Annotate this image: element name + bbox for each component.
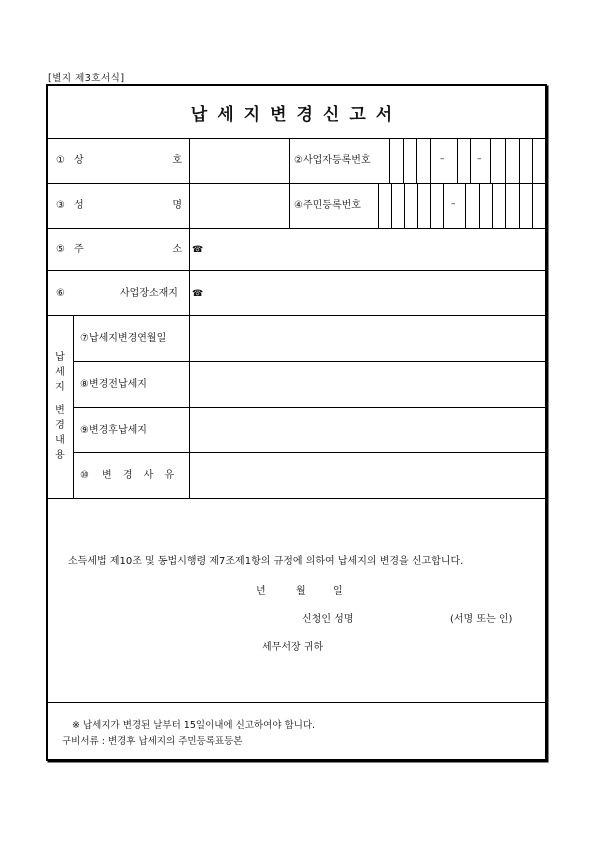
digit-box-line: [378, 183, 379, 228]
day-label: 일: [333, 586, 343, 597]
row-divider: [73, 407, 545, 408]
label-part: 주: [74, 244, 84, 255]
name-field[interactable]: [192, 184, 288, 227]
phone-icon: ☎: [192, 289, 204, 299]
phone-icon: ☎: [192, 245, 204, 255]
change-date-label: ⑦납세지변경연월일: [80, 333, 167, 344]
digit-box-line: [416, 138, 417, 183]
digit-box-line: [505, 138, 506, 183]
row-divider: [48, 498, 545, 499]
signature-label: (서명 또는 인): [450, 614, 513, 625]
declaration-text: 소득세법 제10조 및 동법시행령 제7조제1항의 규정에 의하여 납세지의 변경을 신고합니다.: [68, 556, 464, 567]
digit-box-line: [490, 138, 491, 183]
filing-note: ※ 납세지가 변경된 날부터 15일이내에 신고하여야 합니다.: [72, 720, 316, 731]
side-char: 납: [55, 352, 65, 363]
side-char: 변: [55, 405, 65, 416]
form-title: 납세지변경신고서: [190, 105, 403, 125]
col-divider: [73, 315, 74, 498]
row-divider: [48, 702, 545, 703]
biz-location-field[interactable]: [205, 272, 543, 314]
applicant-name-label: 신청인 성명: [302, 614, 354, 625]
address-label: [74, 244, 182, 256]
digit-box-line: [417, 183, 418, 228]
col-divider: [289, 138, 290, 228]
row-divider: [48, 183, 545, 184]
before-address-field[interactable]: [192, 363, 543, 406]
digit-dash: –: [477, 154, 482, 164]
digit-box-line: [532, 183, 533, 228]
trade-name-field[interactable]: [192, 139, 288, 182]
digit-box-line: [519, 138, 520, 183]
digit-box-line: [479, 183, 480, 228]
after-address-field[interactable]: [192, 409, 543, 451]
side-char: 내: [55, 435, 65, 446]
row-number: ⑤: [56, 244, 65, 255]
label-part: 소: [172, 244, 182, 255]
side-char: 경: [55, 420, 65, 431]
side-char: 용: [55, 450, 65, 461]
form-number-label: [별지 제3호서식]: [48, 73, 125, 84]
digit-box-line: [391, 183, 392, 228]
month-label: 월: [296, 586, 306, 597]
change-reason-label: 변 경 사 유: [102, 470, 179, 481]
row-number: ③: [56, 200, 65, 211]
row-divider: [48, 315, 545, 316]
before-address-label: ⑧변경전납세지: [80, 379, 147, 390]
label-part: 명: [172, 200, 182, 211]
recipient-label: 세무서장 귀하: [262, 642, 324, 653]
side-char: 지: [55, 382, 65, 393]
digit-box-line: [470, 138, 471, 183]
digit-box-line: [532, 138, 533, 183]
digit-box-line: [404, 183, 405, 228]
digit-box-line: [465, 183, 466, 228]
digit-dash: –: [440, 154, 445, 164]
digit-box-line: [457, 138, 458, 183]
biz-location-label: 사업장소재지: [120, 288, 178, 299]
resident-reg-number-label: ④주민등록번호: [294, 200, 361, 211]
label-part: 상: [74, 155, 84, 166]
digit-box-line: [443, 183, 444, 228]
year-label: 년: [256, 586, 266, 597]
col-divider: [189, 138, 190, 498]
digit-box-line: [492, 183, 493, 228]
row-number: ⑩: [80, 470, 89, 481]
digit-box-line: [389, 138, 390, 183]
digit-box-line: [403, 138, 404, 183]
digit-box-line: [505, 183, 506, 228]
name-label: [74, 200, 182, 212]
change-date-field[interactable]: [192, 317, 543, 360]
row-number: ①: [56, 155, 65, 166]
side-char: [52, 395, 68, 403]
digit-box-line: [519, 183, 520, 228]
row-divider: [73, 452, 545, 453]
digit-box-line: [430, 138, 431, 183]
after-address-label: ⑨변경후납세지: [80, 425, 147, 436]
row-divider: [48, 270, 545, 271]
label-part: 성: [74, 200, 84, 211]
attachments-note: 구비서류 : 변경후 납세지의 주민등록표등본: [62, 736, 243, 747]
row-number: ⑥: [56, 288, 65, 299]
trade-name-label: [74, 155, 182, 167]
digit-box-line: [430, 183, 431, 228]
row-divider: [73, 361, 545, 362]
side-group-label: [52, 350, 68, 463]
biz-reg-number-label: ②사업자등록번호: [294, 155, 371, 166]
change-reason-field[interactable]: [192, 454, 543, 497]
digit-dash: –: [451, 199, 456, 209]
side-char: 세: [55, 367, 65, 378]
label-part: 호: [172, 155, 182, 166]
address-field[interactable]: [205, 229, 543, 269]
